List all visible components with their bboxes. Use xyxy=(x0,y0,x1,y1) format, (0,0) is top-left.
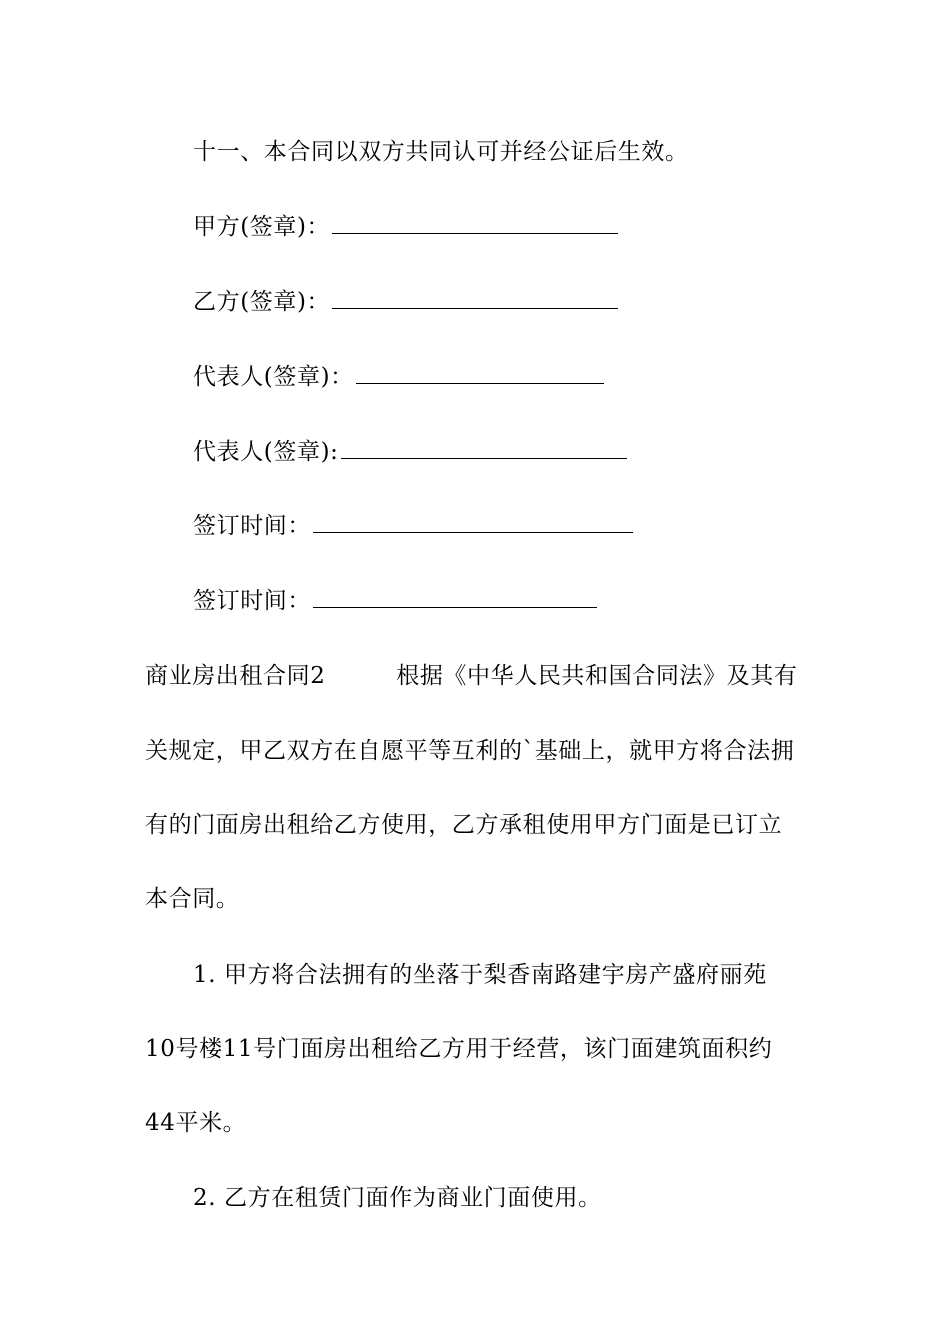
representative-2-signature-label: 代表人(签章): xyxy=(193,439,339,465)
contract2-intro-line-3: 有的门面房出租给乙方使用，乙方承租使用甲方门面是已订立 xyxy=(145,812,783,838)
party-b-signature-label: 乙方(签章)： xyxy=(193,289,331,315)
party-a-signature-line xyxy=(193,212,618,242)
item-1-line-3: 44平米。 xyxy=(145,1110,247,1136)
representative-1-signature-line xyxy=(193,362,604,392)
party-a-signature-label: 甲方(签章)： xyxy=(193,214,331,240)
sign-date-1-line xyxy=(193,511,633,541)
sign-date-2-line xyxy=(193,586,597,616)
representative-1-signature-blank xyxy=(356,365,604,384)
sign-date-2-label: 签订时间： xyxy=(193,588,311,614)
sign-date-2-blank xyxy=(313,589,597,608)
item-2-line-1: 2. 乙方在租赁门面作为商业门面使用。 xyxy=(193,1185,602,1211)
contract2-intro-line-4: 本合同。 xyxy=(145,886,240,912)
contract2-intro-line-1: 商业房出租合同2 根据《中华人民共和国合同法》及其有 xyxy=(145,663,798,689)
sign-date-1-label: 签订时间： xyxy=(193,513,311,539)
party-b-signature-line xyxy=(193,287,618,317)
clause-11: 十一、本合同以双方共同认可并经公证后生效。 xyxy=(193,139,689,165)
representative-2-signature-blank xyxy=(341,440,627,459)
representative-2-signature-line xyxy=(193,437,627,467)
item-1-line-1: 1. 甲方将合法拥有的坐落于梨香南路建宇房产盛府丽苑 xyxy=(193,962,767,988)
representative-1-signature-label: 代表人(签章)： xyxy=(193,364,354,390)
contract2-intro-line-2: 关规定，甲乙双方在自愿平等互利的`基础上，就甲方将合法拥 xyxy=(145,738,795,764)
party-a-signature-blank xyxy=(332,215,618,234)
item-1-line-2: 10号楼11号门面房出租给乙方用于经营，该门面建筑面积约 xyxy=(145,1036,773,1062)
sign-date-1-blank xyxy=(313,514,633,533)
party-b-signature-blank xyxy=(332,290,618,309)
